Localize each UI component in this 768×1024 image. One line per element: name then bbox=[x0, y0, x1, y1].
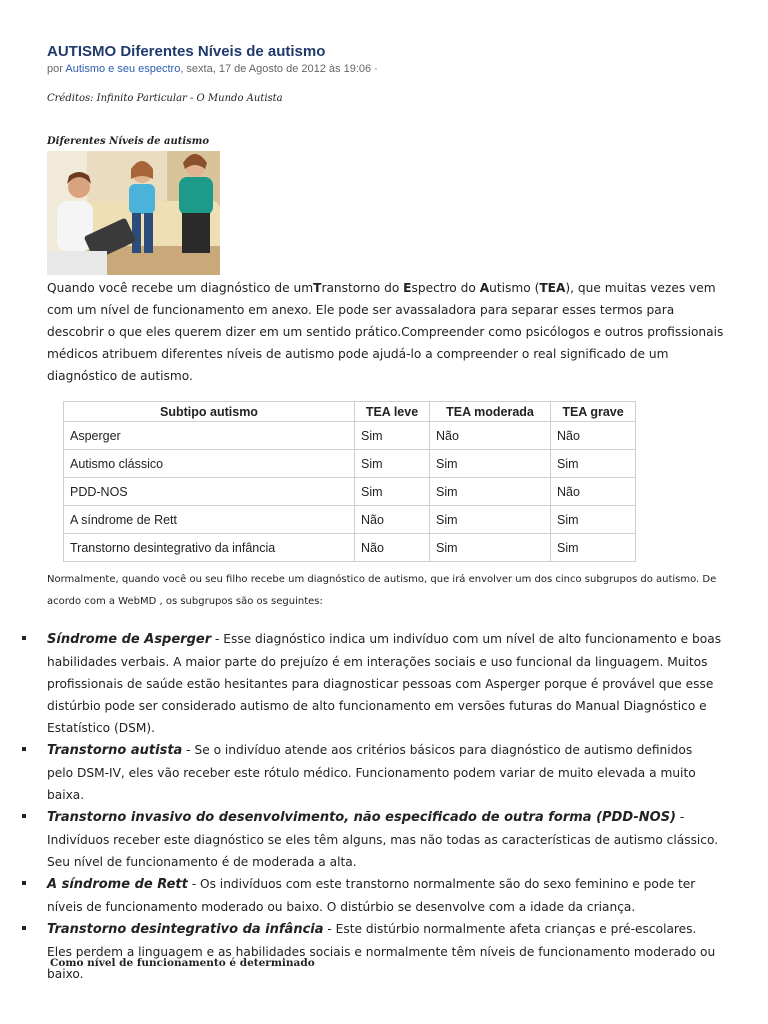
cell-moderada: Sim bbox=[430, 534, 551, 562]
cell-leve: Não bbox=[355, 534, 430, 562]
cell-moderada: Sim bbox=[430, 450, 551, 478]
intro-text: Quando você recebe um diagnóstico de um bbox=[47, 281, 314, 295]
list-item bbox=[22, 806, 722, 873]
subtype-table bbox=[63, 401, 636, 562]
byline-prefix: por bbox=[47, 63, 66, 75]
article-title: AUTISMO Diferentes Níveis de autismo bbox=[47, 43, 326, 60]
intro-bold-e: E bbox=[403, 281, 412, 295]
table-row bbox=[64, 534, 636, 562]
cell-subtype: Autismo clássico bbox=[64, 450, 355, 478]
table-header-row bbox=[64, 402, 636, 422]
intro-paragraph bbox=[47, 277, 727, 387]
table-row bbox=[64, 506, 636, 534]
intro-text: utismo ( bbox=[489, 281, 540, 295]
subgroup-text: - Os indivíduos com este transtorno normalmente são do sexo feminino e pode ter níveis de funcionamento moderado ou baixo. O distúrbio se desenvolve com a idade da criança. bbox=[47, 877, 696, 914]
subtype-table-wrapper bbox=[63, 401, 636, 562]
bullet-icon bbox=[22, 636, 26, 640]
bullet-icon bbox=[22, 881, 26, 885]
header-tea-leve: TEA leve bbox=[355, 402, 430, 422]
header-tea-moderada: TEA moderada bbox=[430, 402, 551, 422]
subgroup-term: Transtorno desintegrativo da infância bbox=[47, 922, 324, 937]
list-item bbox=[22, 918, 722, 985]
subgroup-text: - Esse diagnóstico indica um indivíduo com um nível de alto funcionamento e boas habilidades verbais. A maior parte do prejuízo é em interações sociais e uso funcional da linguagem. Muitos profissionais de saúde estão hesitantes para diagnosticar pessoas com Asperger porque é provável que esse distúrbio pode ser considerado autismo de alto funcionamento em versões futuras do Manual Diagnóstico e Estatístico (DSM). bbox=[47, 632, 722, 735]
subgroup-term: Transtorno autista bbox=[47, 743, 183, 758]
cell-moderada: Não bbox=[430, 422, 551, 450]
cell-grave: Sim bbox=[551, 450, 636, 478]
cell-grave: Não bbox=[551, 478, 636, 506]
byline bbox=[47, 62, 727, 76]
list-item bbox=[22, 739, 722, 806]
intro-text: spectro do bbox=[411, 281, 480, 295]
cell-grave: Não bbox=[551, 422, 636, 450]
subgroup-text: - Indivíduos receber este diagnóstico se eles têm alguns, mas não todas as características de autismo clássico. Seu nível de funcionamento é de moderada a alta. bbox=[47, 810, 719, 869]
cell-grave: Sim bbox=[551, 534, 636, 562]
subgroups-list bbox=[22, 628, 722, 985]
bullet-icon bbox=[22, 814, 26, 818]
table-row bbox=[64, 422, 636, 450]
bullet-icon bbox=[22, 926, 26, 930]
cell-leve: Sim bbox=[355, 478, 430, 506]
subgroup-term: Transtorno invasivo do desenvolvimento, não especificado de outra forma (PDD-NOS) bbox=[47, 810, 677, 825]
cell-subtype: Transtorno desintegrativo da infância bbox=[64, 534, 355, 562]
post-date: , sexta, 17 de Agosto de 2012 às 19:06 · bbox=[180, 63, 378, 75]
author-link[interactable]: Autismo e seu espectro bbox=[65, 63, 181, 75]
cell-moderada: Sim bbox=[430, 506, 551, 534]
cell-moderada: Sim bbox=[430, 478, 551, 506]
list-item bbox=[22, 873, 722, 918]
subgroup-text: - Se o indivíduo atende aos critérios básicos para diagnóstico de autismo definidos pelo DSM-IV, eles vão receber este rótulo médico. Funcionamento podem variar de muito elevada a muito baixa. bbox=[47, 743, 696, 802]
cell-leve: Não bbox=[355, 506, 430, 534]
cell-subtype: Asperger bbox=[64, 422, 355, 450]
intro-bold-a: A bbox=[479, 281, 490, 295]
section-heading: Como nível de funcionamento é determinado bbox=[50, 957, 315, 969]
subgroup-term: Síndrome de Asperger bbox=[47, 632, 212, 647]
intro-text: ranstorno do bbox=[321, 281, 404, 295]
intro-text: ), que muitas vezes vem com um nível de funcionamento em anexo. Ele pode ser avassaladora para separar esses termos para descobrir o que eles querem dizer em um sentido prático.Compreender como psicólogos e outros profissionais médicos atribuem diferentes níveis de autismo pode ajudá-lo a compreender o real significado de um diagnóstico de autismo. bbox=[47, 281, 724, 383]
table-row bbox=[64, 478, 636, 506]
intro-bold-tea: TEA bbox=[539, 281, 566, 295]
article bbox=[47, 42, 727, 399]
credits: Créditos: Infinito Particular - O Mundo Autista bbox=[47, 93, 283, 104]
list-item bbox=[22, 628, 722, 739]
subgroups-note: Normalmente, quando você ou seu filho recebe um diagnóstico de autismo, que irá envolver um dos cinco subgrupos do autismo. De acordo com a WebMD , os subgrupos são os seguintes: bbox=[47, 574, 717, 607]
subgroup-term: A síndrome de Rett bbox=[47, 877, 188, 892]
bullet-icon bbox=[22, 747, 26, 751]
cell-subtype: A síndrome de Rett bbox=[64, 506, 355, 534]
header-tea-grave: TEA grave bbox=[551, 402, 636, 422]
section-subhead: Diferentes Níveis de autismo bbox=[47, 136, 210, 147]
cell-grave: Sim bbox=[551, 506, 636, 534]
header-subtipo: Subtipo autismo bbox=[64, 402, 355, 422]
cell-leve: Sim bbox=[355, 450, 430, 478]
cell-leve: Sim bbox=[355, 422, 430, 450]
cell-subtype: PDD-NOS bbox=[64, 478, 355, 506]
subgroup-text: - Este distúrbio normalmente afeta crianças e pré-escolares. Eles perdem a linguagem e as habilidades sociais e normalmente têm níveis de funcionamento moderado ou baixo. bbox=[47, 922, 716, 981]
table-row bbox=[64, 450, 636, 478]
consultation-photo bbox=[47, 151, 220, 275]
intro-bold-t: T bbox=[313, 281, 322, 295]
